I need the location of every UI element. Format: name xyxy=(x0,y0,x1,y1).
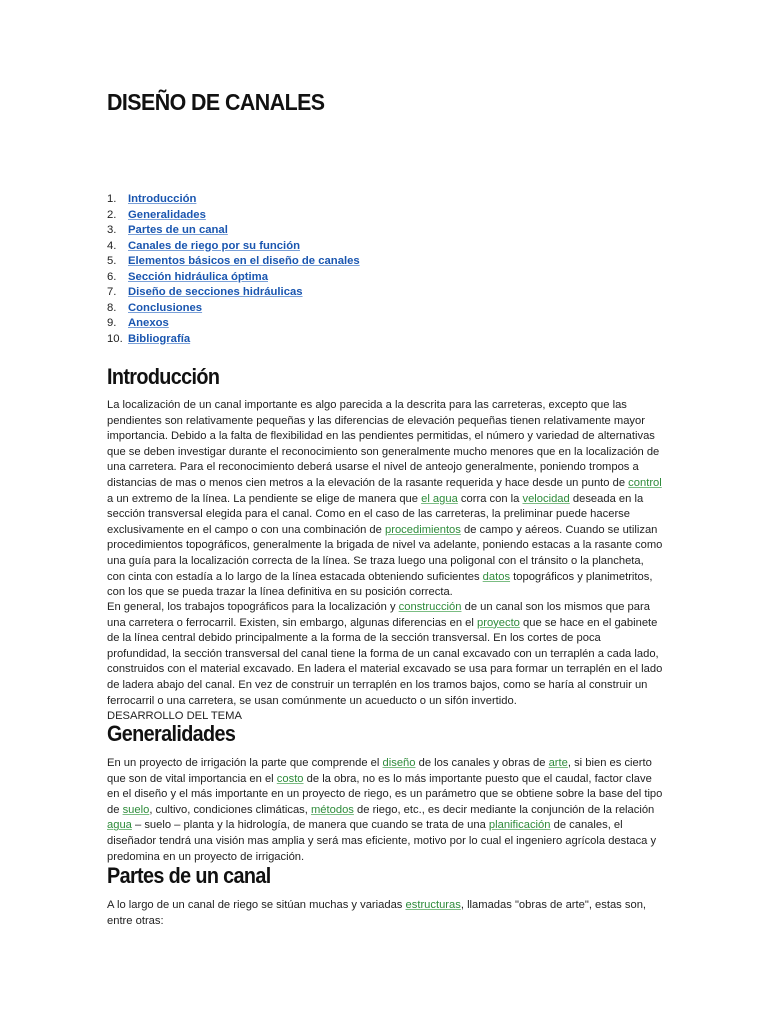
toc-link-bibliografia[interactable]: Bibliografía xyxy=(128,332,191,345)
inline-link-planificación[interactable]: planificación xyxy=(488,819,551,832)
table-of-contents xyxy=(107,192,360,347)
inline-link-el-agua[interactable]: el agua xyxy=(421,492,458,505)
inline-link-control[interactable]: control xyxy=(628,476,662,489)
toc-item xyxy=(107,254,360,270)
toc-item xyxy=(107,192,360,208)
inline-link-datos[interactable]: datos xyxy=(482,570,511,583)
toc-number: 1. xyxy=(107,193,117,205)
toc-number: 4. xyxy=(107,239,117,252)
toc-number: 7. xyxy=(107,286,117,298)
toc-link-partes-de-un-canal[interactable]: Partes de un canal xyxy=(128,224,228,236)
toc-item xyxy=(107,223,360,239)
toc-link-anexos[interactable]: Anexos xyxy=(128,317,169,329)
inline-link-suelo[interactable]: suelo xyxy=(122,803,150,816)
inline-link-construcción[interactable]: construcción xyxy=(398,601,462,613)
toc-number: 9. xyxy=(107,317,117,329)
toc-item xyxy=(107,301,360,317)
toc-link-conclusiones[interactable]: Conclusiones xyxy=(128,301,203,314)
toc-item xyxy=(107,270,360,286)
inline-link-procedimientos[interactable]: procedimientos xyxy=(385,523,461,536)
toc-item xyxy=(107,316,360,332)
inline-link-métodos[interactable]: métodos xyxy=(310,803,354,816)
toc-item xyxy=(107,239,360,255)
toc-link-generalidades[interactable]: Generalidades xyxy=(128,208,206,221)
heading-introduccion: Introducción xyxy=(107,364,220,389)
toc-link-canales-de-riego[interactable]: Canales de riego por su función xyxy=(128,239,300,252)
toc-number: 3. xyxy=(107,224,117,236)
inline-link-arte[interactable]: arte xyxy=(548,757,568,769)
heading-partes-de-un-canal: Partes de un canal xyxy=(107,863,271,888)
section-label-desarrollo: DESARROLLO DEL TEMA xyxy=(107,710,242,722)
toc-link-diseno-secciones[interactable]: Diseño de secciones hidráulicas xyxy=(128,286,303,298)
document-title: DISEÑO DE CANALES xyxy=(107,89,325,115)
inline-link-agua[interactable]: agua xyxy=(107,819,132,832)
toc-link-elementos-basicos[interactable]: Elementos básicos en el diseño de canales xyxy=(128,255,360,267)
toc-link-introduccion[interactable]: Introducción xyxy=(128,193,197,205)
inline-link-estructuras[interactable]: estructuras xyxy=(405,899,461,911)
inline-link-costo[interactable]: costo xyxy=(276,772,304,785)
toc-item xyxy=(107,332,360,348)
intro-paragraph-1: La localización de un canal importante es algo parecida a la descrita para las carreteras, excepto que las pendientes son relativamente pequeñas y las diferencias de elevación pequeñas tienen relativamente mayor importancia. Debido a la falta de flexibilidad en las pendientes permitidas, el número y variedad de alternativas que se deben investigar durante el reconocimiento son generalmente mucho menores que en la localización de una carretera. Para el reconocimiento deberá usarse el nivel de anteojo generalmente, poniendo trompos a distancias de mas o menos cien metros a la elevación de la rasante requerida y hace desde un punto de control a un extremo de la línea. La pendiente se elige de manera que el agua corra con la velocidad deseada en la sección transversal elegida para el canal. Como en el caso de las carreteras, la preliminar puede hacerse exclusivamente en el campo o con una combinación de procedimientos de campo y aéreos. Cuando se utilizan procedimientos topográficos, generalmente la brigada de nivel va adelante, poniendo estacas a la rasante como una guía para la localización correcta de la línea. Se traza luego una poligonal con el tránsito o la plancheta, con cinta con estadía a lo largo de la línea estacada obteniendo suficientes datos topográficos y planimetritos, con los que se pueda trazar la línea definitiva en su posición correcta. xyxy=(107,399,663,599)
heading-generalidades: Generalidades xyxy=(107,721,236,746)
inline-link-diseño[interactable]: diseño xyxy=(382,757,416,769)
partes-paragraph: A lo largo de un canal de riego se sitúan muchas y variadas estructuras, llamadas "obras de arte", estas son, entre otras: xyxy=(107,899,647,927)
intro-paragraph-2: En general, los trabajos topográficos para la localización y construcción de un canal son los mismos que para una carretera o ferrocarril. Existen, sin embargo, algunas diferencias en el proyecto que se hace en el gabinete de la línea central debido principalmente a la forma de la sección transversal. En los cortes de poca profundidad, la sección transversal del canal tiene la forma de un canal excavado con un terraplén a cada lado, construidos con el material excavado. En ladera el material excavado se usa para formar un terraplén en el lado de ladera abajo del canal. En vez de construir un terraplén en los tramos bajos, como se haría al construir un ferrocarril o una carretera, se usan comúnmente un acueducto o un sifón invertido. xyxy=(107,601,663,707)
toc-link-seccion-hidraulica[interactable]: Sección hidráulica óptima xyxy=(128,270,268,283)
toc-number: 5. xyxy=(107,255,117,267)
inline-link-proyecto[interactable]: proyecto xyxy=(477,616,520,629)
inline-link-velocidad[interactable]: velocidad xyxy=(522,492,570,505)
toc-item xyxy=(107,208,360,224)
toc-number: 2. xyxy=(107,208,117,221)
toc-number: 6. xyxy=(107,270,117,283)
toc-number: 8. xyxy=(107,301,117,314)
toc-item xyxy=(107,285,360,301)
generalidades-paragraph: En un proyecto de irrigación la parte que comprende el diseño de los canales y obras de arte, si bien es cierto que son de vital importancia en el costo de la obra, no es lo más importante puesto que el caudal, factor clave en el diseño y el más importante en un proyecto de riego, es un parámetro que se obtiene sobre la base del tipo de suelo, cultivo, condiciones climáticas, métodos de riego, etc., es decir mediante la conjunción de la relación agua – suelo – planta y la hidrología, de manera que cuando se trata de una planificación de canales, el diseñador tendrá una visión mas amplia y será mas eficiente, motivo por lo cual el ingeniero agrícola destaca y predomina en un proyecto de irrigación. xyxy=(107,757,663,863)
toc-number: 10. xyxy=(107,332,123,345)
